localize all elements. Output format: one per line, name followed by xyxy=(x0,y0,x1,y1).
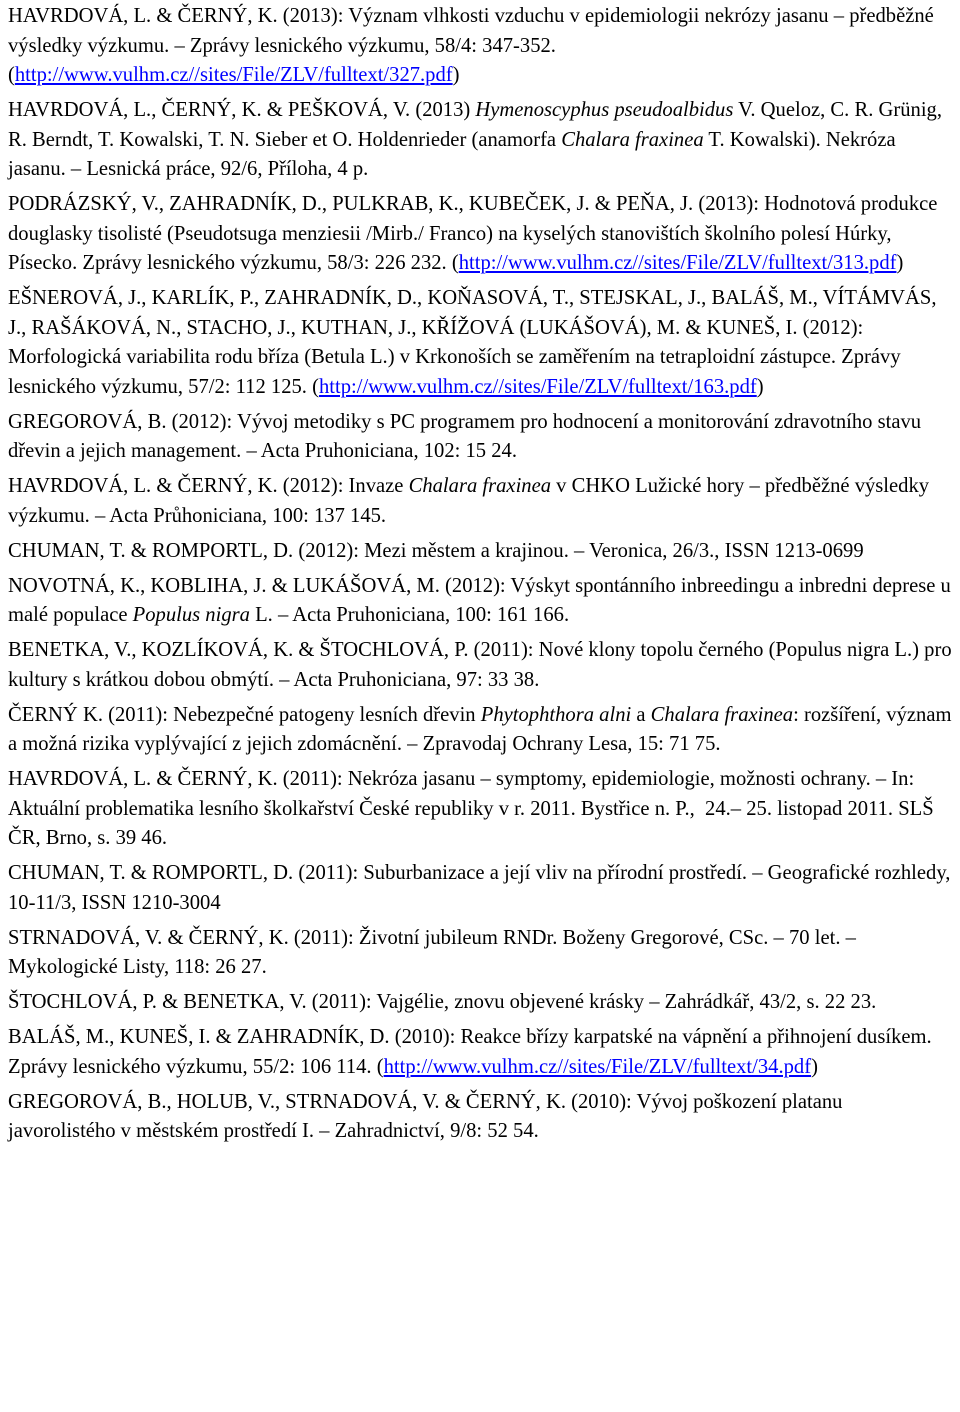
reference-entry xyxy=(8,472,954,531)
reference-text: GREGOROVÁ, B., HOLUB, V., STRNADOVÁ, V. & ČERNÝ, K. (2010): Vývoj poškození platanu javorolistého v městském prostředí I. – Zahradnictví, 9/8: 52 54. xyxy=(8,1090,848,1142)
reference-italic-text: Chalara fraxinea xyxy=(561,128,704,151)
reference-text: CHUMAN, T. & ROMPORTL, D. (2011): Suburbanizace a její vliv na přírodní prostředí. – Geografické rozhledy, 10-11/3, ISSN 1210-3004 xyxy=(8,862,956,914)
reference-entry xyxy=(8,572,954,631)
reference-text: : rozšíření, význam a možná rizika vyplývající z jejich zdomácnění. – Zpravodaj Ochrany Lesa, 15: 71 75. xyxy=(8,703,957,755)
reference-text: V. Queloz, C. R. Grünig, R. Berndt, T. Kowalski, T. N. Sieber et O. Holdenrieder (anamorfa xyxy=(8,99,948,151)
reference-text: CHUMAN, T. & ROMPORTL, D. (2012): Mezi městem a krajinou. – Veronica, 26/3., ISSN 1213-0699 xyxy=(8,539,864,562)
reference-text: L. – Acta Pruhoniciana, 100: 161 166. xyxy=(249,604,570,626)
reference-text: HAVRDOVÁ, L. & ČERNÝ, K. (2012): Invaze xyxy=(8,475,409,497)
reference-text: a xyxy=(631,703,651,726)
reference-text: T. Kowalski). Nekróza jasanu. – Lesnická práce, 92/6, Příloha, 4 p. xyxy=(8,128,901,180)
reference-text: ) xyxy=(896,252,904,274)
reference-text: ŠTOCHLOVÁ, P. & BENETKA, V. (2011): Vajgélie, znovu objevené krásky – Zahrádkář, 43/2, s. 22 23. xyxy=(8,991,877,1013)
reference-italic-text: Populus nigra xyxy=(132,604,250,626)
reference-entry xyxy=(8,636,957,695)
reference-entry xyxy=(8,96,954,185)
reference-italic-text: Phytophthora alni xyxy=(480,703,632,726)
reference-text: STRNADOVÁ, V. & ČERNÝ, K. (2011): Životní jubileum RNDr. Boženy Gregorové, CSc. – 70 let. – Mykologické Listy, 118: 26 27. xyxy=(8,926,862,978)
reference-text: GREGOROVÁ, B. (2012): Vývoj metodiky s PC programem pro hodnocení a monitorování zdravotního stavu dřevin a jejich management. – Acta Pruhoniciana, 102: 15 24. xyxy=(8,410,927,462)
reference-entry xyxy=(8,284,954,402)
reference-text: ČERNÝ K. (2011): Nebezpečné patogeny lesních dřevin xyxy=(8,703,481,726)
reference-link[interactable]: http://www.vulhm.cz//sites/File/ZLV/fulltext/34.pdf xyxy=(383,1055,812,1078)
reference-text: BALÁŠ, M., KUNEŠ, I. & ZAHRADNÍK, D. (2010): Reakce břízy karpatské na vápnění a přihnojení dusíkem. Zprávy lesnického výzkumu, 55/2: 106 114. ( xyxy=(8,1026,937,1078)
reference-entry xyxy=(8,859,954,918)
reference-link[interactable]: http://www.vulhm.cz//sites/File/ZLV/fulltext/313.pdf xyxy=(458,252,897,274)
reference-text: HAVRDOVÁ, L. & ČERNÝ, K. (2011): Nekróza jasanu – symptomy, epidemiologie, možnosti ochrany. – In: Aktuální problematika lesního školkařství České republiky v r. 2011. Bystřice n. P., 24.– 25. listopad 2011. SLŠ ČR, Brno, s. 39 46. xyxy=(8,768,939,849)
reference-text: PODRÁZSKÝ, V., ZAHRADNÍK, D., PULKRAB, K., KUBEČEK, J. & PEŇA, J. (2013): Hodnotová produkce douglasky tisolisté (Pseudotsuga menziesii /Mirb./ Franco) na kyselých stanovištích školního polesí Húrky, Písecko. Zprávy lesnického výzkumu, 58/3: 226 232. ( xyxy=(8,193,943,274)
reference-text: BENETKA, V., KOZLÍKOVÁ, K. & ŠTOCHLOVÁ, P. (2011): Nové klony topolu černého (Populus nigra L.) pro kultury s krátkou dobou obmýtí. – Acta Pruhoniciana, 97: 33 38. xyxy=(8,639,957,691)
reference-text: NOVOTNÁ, K., KOBLIHA, J. & LUKÁŠOVÁ, M. (2012): Výskyt spontánního inbreedingu a inbredni deprese u malé populace xyxy=(8,574,956,626)
reference-entry xyxy=(8,1023,954,1082)
reference-entry xyxy=(8,701,957,760)
reference-text: HAVRDOVÁ, L., ČERNÝ, K. & PEŠKOVÁ, V. (2013) xyxy=(8,99,476,121)
reference-text: EŠNEROVÁ, J., KARLÍK, P., ZAHRADNÍK, D., KOŇASOVÁ, T., STEJSKAL, J., BALÁŠ, M., VÍTÁMVÁS, J., RAŠÁKOVÁ, N., STACHO, J., KUTHAN, J., KŘÍŽOVÁ (LUKÁŠOVÁ), M. & KUNEŠ, I. (2012): Morfologická variabilita rodu bříza (Betula L.) v Krkonoších se zaměřením na tetraploidní zástupce. Zprávy lesnického výzkumu, 57/2: 112 125. ( xyxy=(8,287,942,398)
reference-entry xyxy=(8,408,954,467)
reference-entry xyxy=(8,190,954,279)
reference-list xyxy=(8,2,957,1152)
reference-text: v CHKO Lužické hory – předběžné výsledky výzkumu. – Acta Průhoniciana, 100: 137 145. xyxy=(8,475,935,527)
reference-italic-text: Hymenoscyphus pseudoalbidus xyxy=(475,99,734,121)
reference-italic-text: Chalara fraxinea xyxy=(408,475,552,497)
reference-text: ) xyxy=(756,375,764,398)
reference-text: ) xyxy=(811,1055,818,1078)
reference-text: ) xyxy=(452,64,460,86)
reference-entry xyxy=(8,924,954,983)
reference-entry xyxy=(8,537,954,567)
reference-entry xyxy=(8,765,954,854)
reference-italic-text: Chalara fraxinea xyxy=(650,703,794,726)
reference-link[interactable]: http://www.vulhm.cz//sites/File/ZLV/fulltext/163.pdf xyxy=(318,375,757,398)
reference-text: HAVRDOVÁ, L. & ČERNÝ, K. (2013): Význam vlhkosti vzduchu v epidemiologii nekrózy jasanu – předběžné výsledky výzkumu. – Zprávy lesnického výzkumu, 58/4: 347-352. ( xyxy=(8,5,939,86)
reference-entry xyxy=(8,988,954,1018)
reference-link[interactable]: http://www.vulhm.cz//sites/File/ZLV/fulltext/327.pdf xyxy=(14,64,453,86)
reference-entry xyxy=(8,1088,954,1147)
reference-entry xyxy=(8,2,954,91)
